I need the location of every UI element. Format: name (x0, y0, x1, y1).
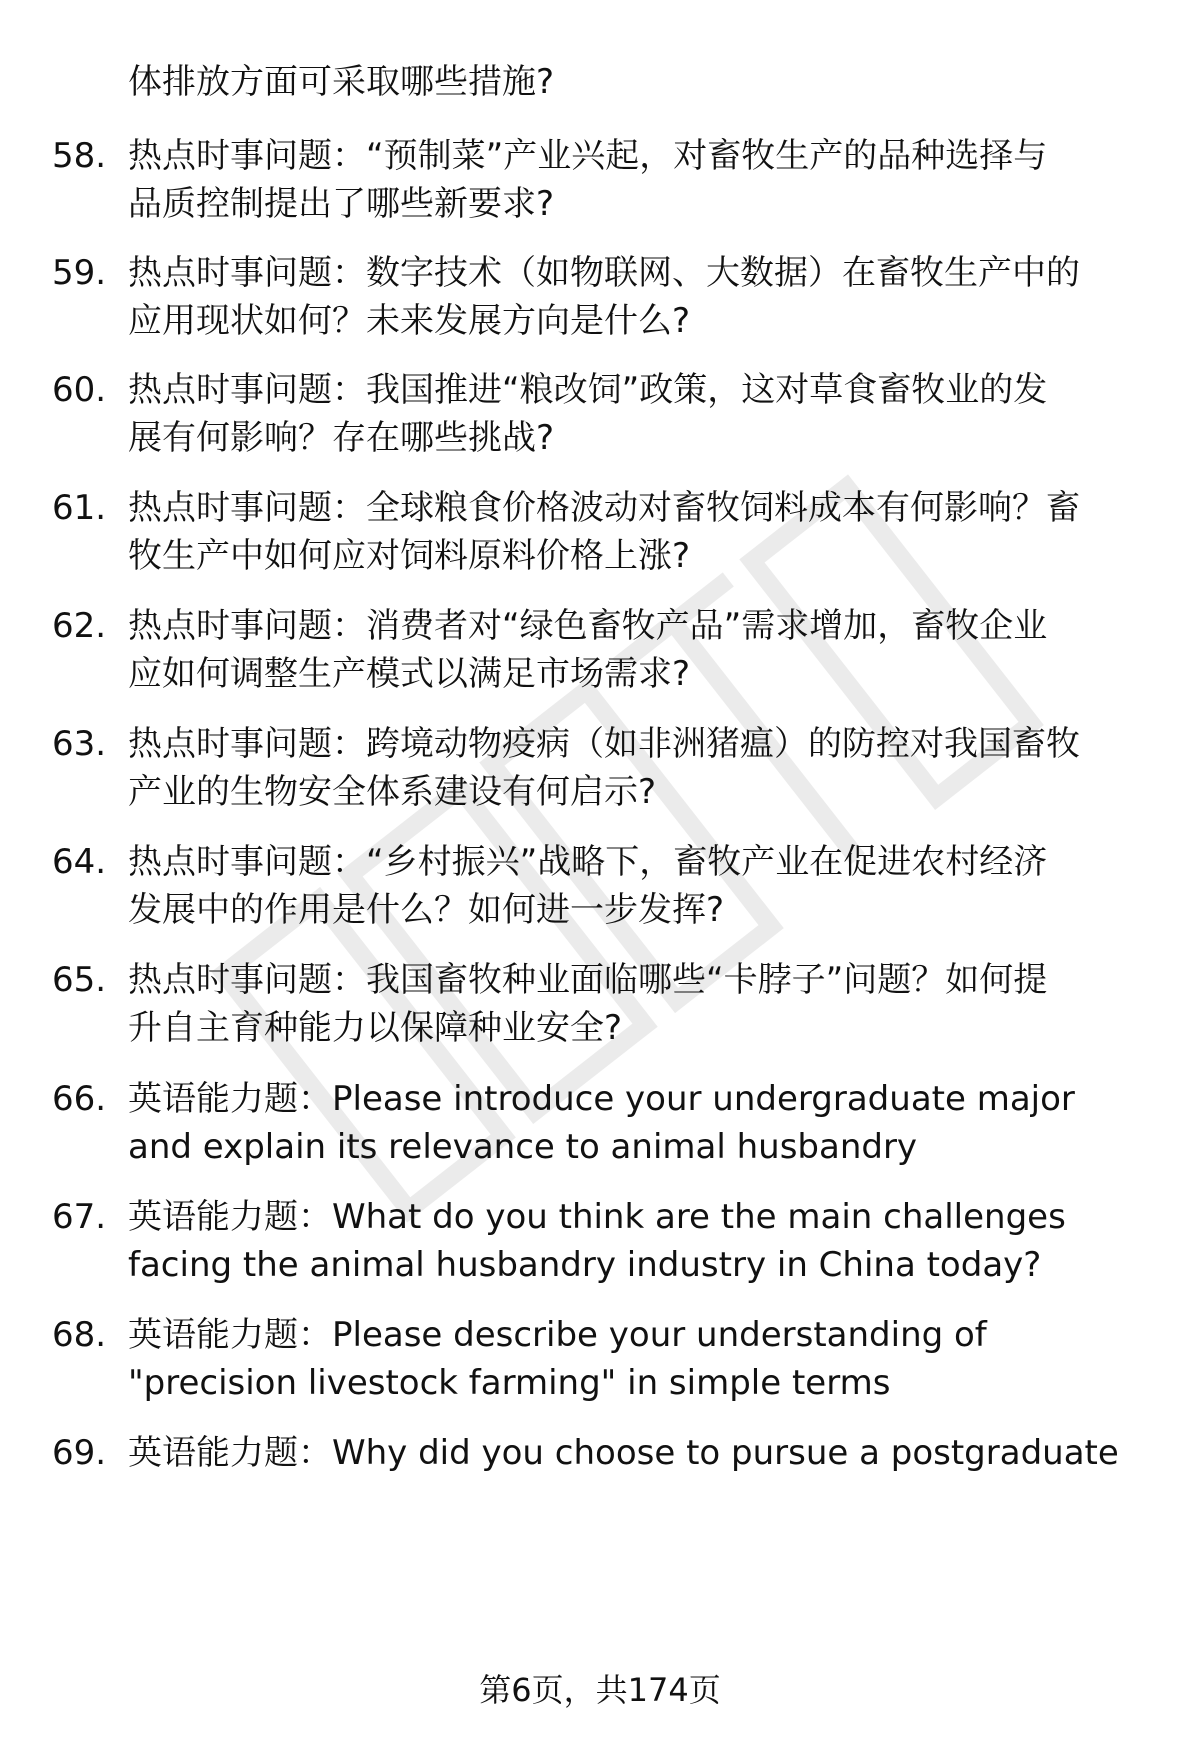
question-line: 英语能力题：Please describe your understanding of (128, 1315, 987, 1355)
question-line: 牧生产中如何应对饲料原料价格上涨? (128, 536, 691, 576)
question-line: 应用现状如何？未来发展方向是什么? (128, 301, 691, 341)
question-text (128, 838, 1148, 934)
question-number: 66. (52, 1079, 107, 1119)
question-text (128, 1311, 1148, 1407)
question-line: 升自主育种能力以保障种业安全? (128, 1008, 623, 1048)
question-line: 展有何影响？存在哪些挑战? (128, 418, 555, 458)
question-line: 英语能力题：Please introduce your undergraduate major (128, 1079, 1075, 1119)
question-text (128, 484, 1148, 580)
question-number: 64. (52, 842, 107, 882)
question-line: 热点时事问题：我国推进“粮改饲”政策，这对草食畜牧业的发 (128, 370, 1048, 410)
question-number: 69. (52, 1433, 107, 1473)
question-line: 热点时事问题：“乡村振兴”战略下，畜牧产业在促进农村经济 (128, 842, 1048, 882)
question-number: 68. (52, 1315, 107, 1355)
question-line: facing the animal husbandry industry in China today? (128, 1245, 1042, 1285)
question-text (128, 249, 1148, 345)
question-text (128, 132, 1148, 228)
question-line: 热点时事问题：我国畜牧种业面临哪些“卡脖子”问题？如何提 (128, 960, 1048, 1000)
question-number: 59. (52, 253, 107, 293)
question-line: 发展中的作用是什么？如何进一步发挥? (128, 890, 725, 930)
question-line: 品质控制提出了哪些新要求? (128, 184, 555, 224)
question-number: 58. (52, 136, 107, 176)
question-line: 英语能力题：Why did you choose to pursue a postgraduate (128, 1433, 1119, 1473)
question-line: 应如何调整生产模式以满足市场需求? (128, 654, 691, 694)
question-text (128, 1429, 1148, 1477)
question-line: "precision livestock farming" in simple terms (128, 1363, 891, 1403)
continued-question-text: 体排放方面可采取哪些措施? (128, 62, 555, 102)
question-number: 60. (52, 370, 107, 410)
question-line: and explain its relevance to animal husbandry (128, 1127, 918, 1167)
question-line: 热点时事问题：全球粮食价格波动对畜牧饲料成本有何影响？畜 (128, 488, 1080, 528)
question-text (128, 956, 1148, 1052)
question-text (128, 1075, 1148, 1171)
question-line: 产业的生物安全体系建设有何启示? (128, 772, 657, 812)
question-number: 67. (52, 1197, 107, 1237)
question-number: 61. (52, 488, 107, 528)
question-line: 英语能力题：What do you think are the main challenges (128, 1197, 1066, 1237)
question-line: 热点时事问题：跨境动物疫病（如非洲猪瘟）的防控对我国畜牧 (128, 724, 1080, 764)
question-number: 62. (52, 606, 107, 646)
question-number: 63. (52, 724, 107, 764)
question-line: 热点时事问题：消费者对“绿色畜牧产品”需求增加，畜牧企业 (128, 606, 1048, 646)
question-text (128, 1193, 1148, 1289)
question-text (128, 602, 1148, 698)
question-text (128, 720, 1148, 816)
page-number-footer: 第6页，共174页 (479, 1671, 721, 1709)
question-number: 65. (52, 960, 107, 1000)
question-text (128, 366, 1148, 462)
question-line: 热点时事问题：“预制菜”产业兴起，对畜牧生产的品种选择与 (128, 136, 1048, 176)
question-line: 热点时事问题：数字技术（如物联网、大数据）在畜牧生产中的 (128, 253, 1080, 293)
